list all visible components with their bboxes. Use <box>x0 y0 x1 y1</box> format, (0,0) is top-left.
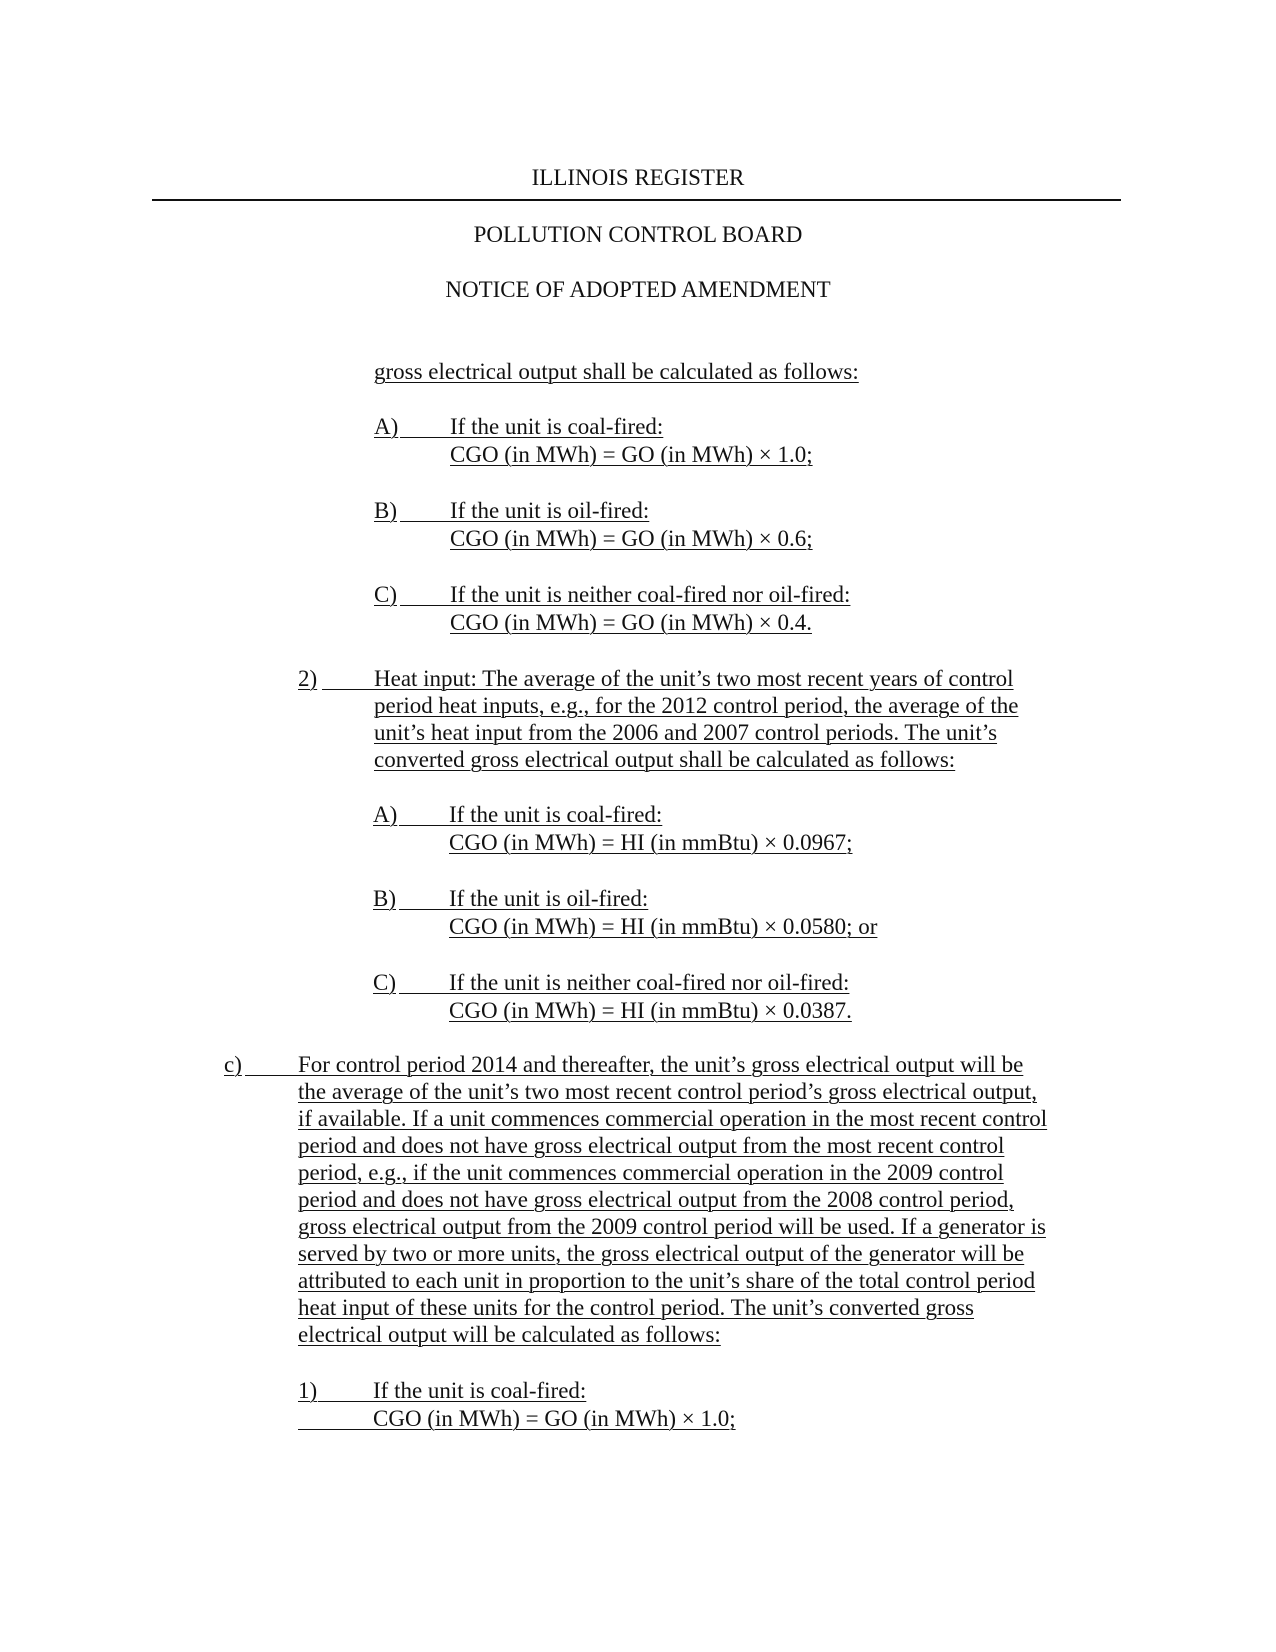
item-label: B) <box>374 498 397 523</box>
item-label: 1) <box>298 1378 318 1403</box>
board-title: POLLUTION CONTROL BOARD <box>473 222 803 247</box>
label-rule <box>400 521 450 522</box>
item-formula: CGO (in MWh) = GO (in MWh) × 1.0; <box>450 442 813 467</box>
label-rule <box>399 825 449 826</box>
paragraph-line: period heat inputs, e.g., for the 2012 control period, the average of the <box>374 693 1019 718</box>
label-rule <box>399 993 449 994</box>
item-label: C) <box>374 582 397 607</box>
register-title: ILLINOIS REGISTER <box>531 165 745 190</box>
item-formula: CGO (in MWh) = HI (in mmBtu) × 0.0580; or <box>449 914 878 939</box>
paragraph-line: Heat input: The average of the unit’s two most recent years of control <box>374 666 1014 691</box>
item-label: A) <box>374 414 399 439</box>
paragraph-line: attributed to each unit in proportion to the unit’s share of the total control period <box>298 1268 1036 1293</box>
item-formula: CGO (in MWh) = HI (in mmBtu) × 0.0967; <box>449 830 853 855</box>
item-formula: CGO (in MWh) = GO (in MWh) × 1.0; <box>373 1406 736 1431</box>
paragraph-line: For control period 2014 and thereafter, the unit’s gross electrical output will be <box>298 1052 1024 1077</box>
item-label: B) <box>373 886 396 911</box>
label-rule <box>318 1401 373 1402</box>
item-condition: If the unit is neither coal-fired nor oil-fired: <box>449 970 850 995</box>
label-rule <box>245 1075 298 1076</box>
paragraph-line: gross electrical output from the 2009 control period will be used. If a generator is <box>298 1214 1046 1239</box>
item-condition: If the unit is oil-fired: <box>449 886 649 911</box>
paragraph-line: unit’s heat input from the 2006 and 2007 control periods. The unit’s <box>374 720 998 745</box>
label-rule <box>400 437 450 438</box>
header-rule <box>152 199 1121 201</box>
item-formula: CGO (in MWh) = GO (in MWh) × 0.6; <box>450 526 813 551</box>
item-condition: If the unit is coal-fired: <box>449 802 663 827</box>
paragraph-line: electrical output will be calculated as follows: <box>298 1322 721 1347</box>
paragraph-line: converted gross electrical output shall be calculated as follows: <box>374 747 956 772</box>
item-condition: If the unit is neither coal-fired nor oil-fired: <box>450 582 851 607</box>
paragraph-line: the average of the unit’s two most recent control period’s gross electrical output, <box>298 1079 1037 1104</box>
notice-title: NOTICE OF ADOPTED AMENDMENT <box>445 277 831 302</box>
intro-line: gross electrical output shall be calculated as follows: <box>374 359 859 384</box>
paragraph-line: period, e.g., if the unit commences commercial operation in the 2009 control <box>298 1160 1004 1185</box>
label-rule <box>322 689 374 690</box>
label-rule <box>399 909 449 910</box>
paragraph-line: if available. If a unit commences commercial operation in the most recent control <box>298 1106 1048 1131</box>
item-label: C) <box>373 970 396 995</box>
item-formula: CGO (in MWh) = GO (in MWh) × 0.4. <box>450 610 812 635</box>
label-rule <box>400 605 450 606</box>
paragraph-line: served by two or more units, the gross electrical output of the generator will be <box>298 1241 1025 1266</box>
paragraph-line: period and does not have gross electrical output from the most recent control <box>298 1133 1005 1158</box>
paragraph-label: c) <box>224 1052 242 1077</box>
item-condition: If the unit is oil-fired: <box>450 498 650 523</box>
item-label: A) <box>373 802 398 827</box>
formula-lead-rule <box>298 1429 373 1430</box>
item-condition: If the unit is coal-fired: <box>450 414 664 439</box>
paragraph-line: heat input of these units for the control period. The unit’s converted gross <box>298 1295 975 1320</box>
item-condition: If the unit is coal-fired: <box>373 1378 587 1403</box>
item-formula: CGO (in MWh) = HI (in mmBtu) × 0.0387. <box>449 998 852 1023</box>
paragraph-label: 2) <box>298 666 318 691</box>
paragraph-line: period and does not have gross electrical output from the 2008 control period, <box>298 1187 1014 1212</box>
